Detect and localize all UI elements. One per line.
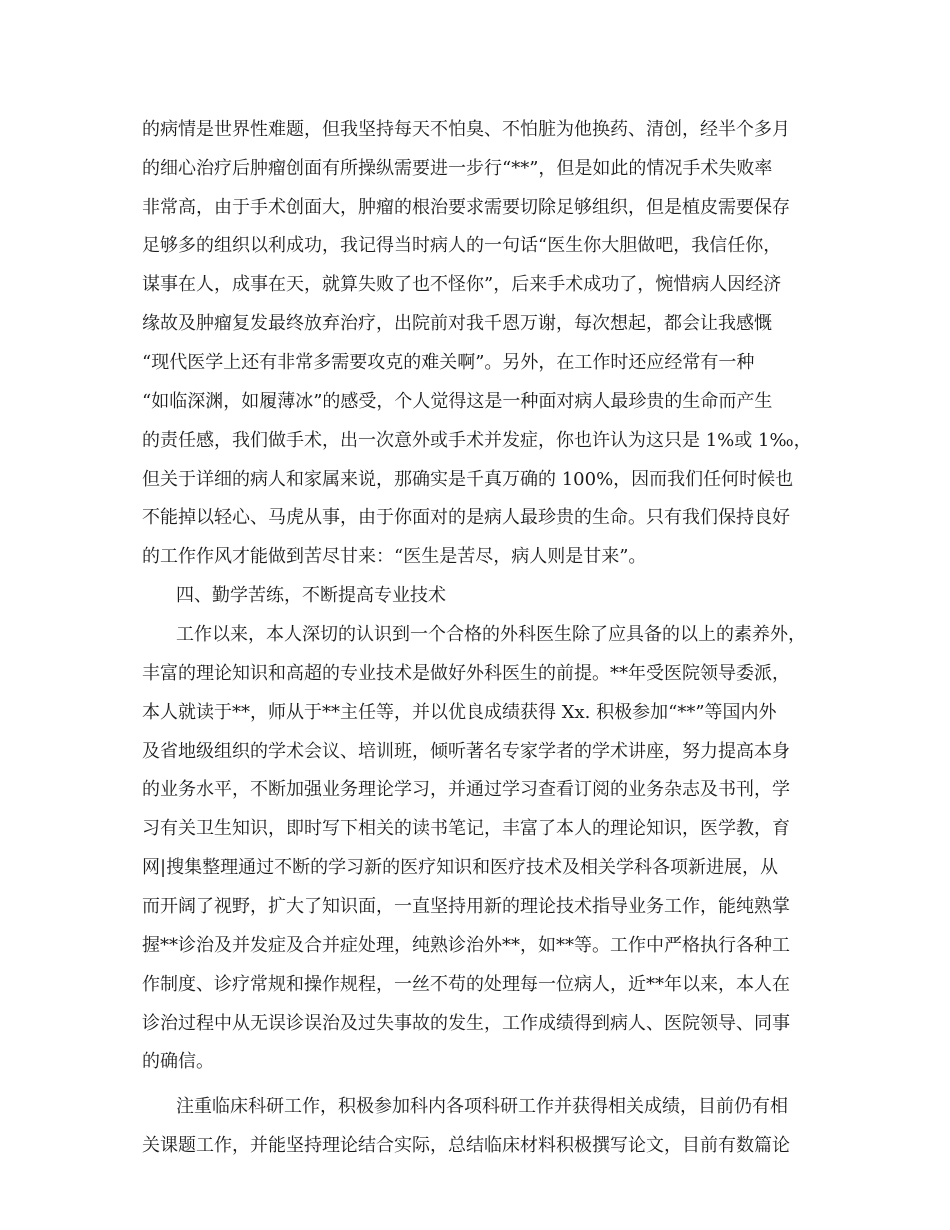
- text-line: 的业务水平，不断加强业务理论学习，并通过学习查看订阅的业务杂志及书刊，学: [142, 779, 790, 800]
- text-line: 的责任感，我们做手术，出一次意外或手术并发症，你也许认为这只是 1%或 1‰，: [142, 430, 812, 451]
- section-heading: 四、勤学苦练，不断提高专业技术: [176, 585, 446, 606]
- text-line: 的工作作风才能做到苦尽甘来：“医生是苦尽，病人则是甘来”。: [142, 546, 647, 567]
- text-line: 本人就读于**，师从于**主任等，并以优良成绩获得 Xx. 积极参加“**”等国内外: [142, 702, 777, 723]
- text-line: 握**诊治及并发症及合并症处理，纯熟诊治外**，如**等。工作中严格执行各种工: [142, 935, 790, 956]
- text-line: 足够多的组织以利成功，我记得当时病人的一句话“医生你大胆做吧，我信任你，: [142, 235, 782, 256]
- text-line: “现代医学上还有非常多需要攻克的难关啊”。另外，在工作时还应经常有一种: [142, 352, 755, 373]
- text-line: 缘故及肿瘤复发最终放弃治疗，出院前对我千恩万谢，每次想起，都会让我感慨: [142, 313, 772, 334]
- paragraph-first-line: 注重临床科研工作，积极参加科内各项科研工作并获得相关成绩，目前仍有相: [176, 1096, 788, 1117]
- text-line: 但关于详细的病人和家属来说，那确实是千真万确的 100%，因而我们任何时候也: [142, 469, 794, 490]
- text-line: “如临深渊，如履薄冰”的感受，个人觉得这是一种面对病人最珍贵的生命而产生: [142, 391, 773, 412]
- text-line: 非常高，由于手术创面大，肿瘤的根治要求需要切除足够组织，但是植皮需要保存: [142, 197, 790, 218]
- text-line: 诊治过程中从无误诊误治及过失事故的发生，工作成绩得到病人、医院领导、同事: [142, 1013, 790, 1034]
- text-line: 及省地级组织的学术会议、培训班，倾听著名专家学者的学术讲座，努力提高本身: [142, 741, 790, 762]
- text-line: 丰富的理论知识和高超的专业技术是做好外科医生的前提。**年受医院领导委派，: [142, 663, 790, 684]
- text-line: 的确信。: [142, 1051, 214, 1072]
- text-line: 关课题工作，并能坚持理论结合实际，总结临床材料积极撰写论文，目前有数篇论: [142, 1135, 790, 1156]
- text-line: 谋事在人，成事在天，就算失败了也不怪你”，后来手术成功了，惋惜病人因经济: [142, 274, 782, 295]
- text-line: 的细心治疗后肿瘤创面有所操纵需要进一步行“**”，但是如此的情况手术失败率: [142, 158, 773, 179]
- text-line: 习有关卫生知识，即时写下相关的读书笔记，丰富了本人的理论知识，医学教，育: [142, 818, 790, 839]
- text-line: 的病情是世界性难题，但我坚持每天不怕臭、不怕脏为他换药、清创，经半个多月: [142, 119, 790, 140]
- text-line: 而开阔了视野，扩大了知识面，一直坚持用新的理论技术指导业务工作，能纯熟掌: [142, 896, 790, 917]
- text-line: 不能掉以轻心、马虎从事，由于你面对的是病人最珍贵的生命。只有我们保持良好: [142, 507, 790, 528]
- text-line: 作制度、诊疗常规和操作规程，一丝不苟的处理每一位病人，近**年以来，本人在: [142, 974, 790, 995]
- text-line: 网|搜集整理通过不断的学习新的医疗知识和医疗技术及相关学科各项新进展，从: [142, 857, 779, 878]
- paragraph-first-line: 工作以来，本人深切的认识到一个合格的外科医生除了应具备的以上的素养外，: [176, 624, 806, 645]
